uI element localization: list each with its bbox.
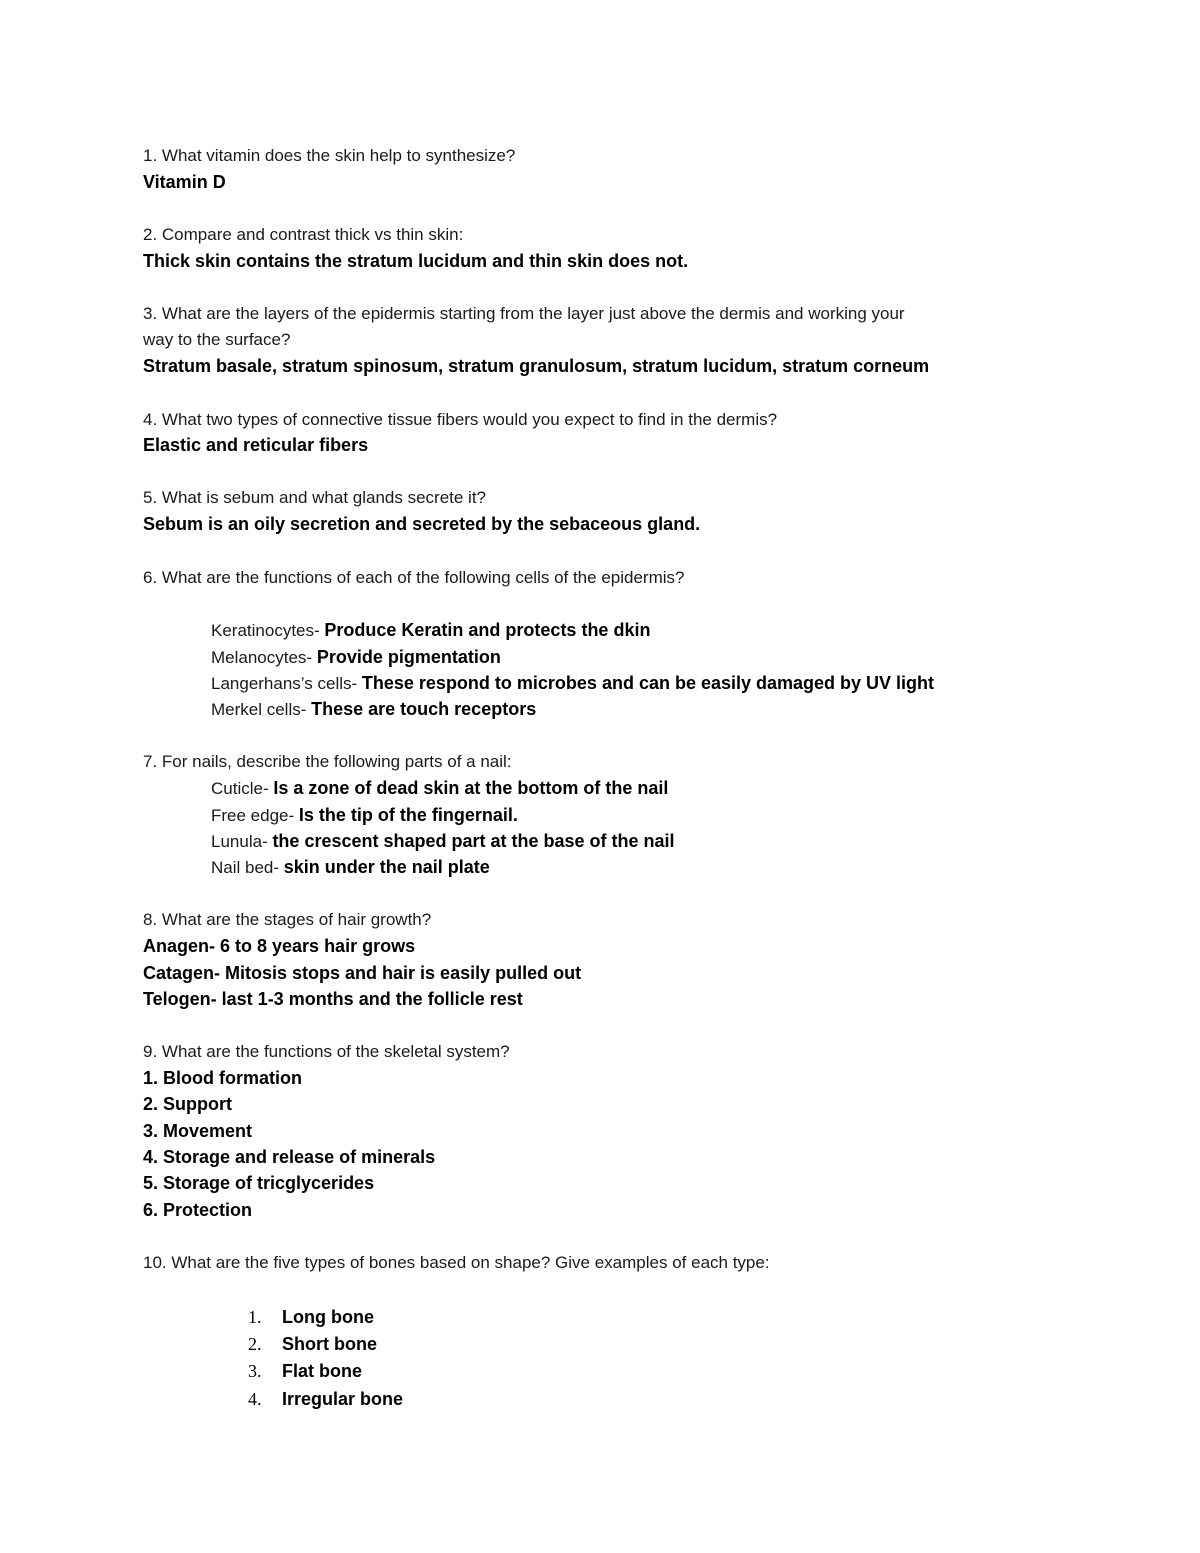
- nail-part-label: Nail bed-: [211, 858, 284, 877]
- nail-part-label: Cuticle-: [211, 779, 274, 798]
- cell-label: Keratinocytes-: [211, 621, 325, 640]
- question-4: 4. What two types of connective tissue fibers would you expect to find in the dermis?: [143, 410, 778, 429]
- hair-stage-answer: Catagen- Mitosis stops and hair is easily pulled out: [143, 963, 582, 983]
- question-1: 1. What vitamin does the skin help to synthesize?: [143, 146, 516, 165]
- bone-type-number: 2.: [248, 1334, 262, 1354]
- nail-part-answer: Is a zone of dead skin at the bottom of the nail: [273, 778, 669, 798]
- answer-2: Thick skin contains the stratum lucidum and thin skin does not.: [143, 251, 689, 271]
- nail-part-answer: the crescent shaped part at the base of the nail: [272, 831, 675, 851]
- question-3-line-2: way to the surface?: [143, 330, 291, 349]
- answer-1: Vitamin D: [143, 172, 226, 192]
- bone-type-answer: Short bone: [282, 1334, 377, 1354]
- nail-part-answer: Is the tip of the fingernail.: [298, 805, 518, 825]
- nail-part-item: [211, 776, 668, 801]
- answer-3: Stratum basale, stratum spinosum, stratum granulosum, stratum lucidum, stratum corneum: [143, 356, 930, 376]
- bone-type-answer: Flat bone: [282, 1361, 362, 1381]
- nail-part-item: [211, 803, 518, 828]
- question-6: 6. What are the functions of each of the following cells of the epidermis?: [143, 568, 685, 587]
- nail-part-label: Lunula-: [211, 832, 273, 851]
- nail-part-item: [211, 855, 490, 880]
- nail-part-item: [211, 829, 675, 854]
- bone-type-number: 1.: [248, 1307, 262, 1327]
- question-9: 9. What are the functions of the skeletal system?: [143, 1042, 510, 1061]
- skeletal-function-answer: 3. Movement: [143, 1121, 253, 1141]
- question-3-line-1: 3. What are the layers of the epidermis starting from the layer just above the dermis and working your: [143, 304, 905, 323]
- cell-label: Melanocytes-: [211, 648, 317, 667]
- bone-type-answer: Irregular bone: [282, 1389, 404, 1409]
- answer-5: Sebum is an oily secretion and secreted by the sebaceous gland.: [143, 514, 701, 534]
- hair-stage-answer: Anagen- 6 to 8 years hair grows: [143, 936, 416, 956]
- skeletal-function-answer: 6. Protection: [143, 1200, 253, 1220]
- cell-function-item: [211, 671, 934, 696]
- cell-label: Langerhans’s cells-: [211, 674, 362, 693]
- nail-part-label: Free edge-: [211, 806, 299, 825]
- bone-type-number: 4.: [248, 1389, 262, 1409]
- question-7: 7. For nails, describe the following parts of a nail:: [143, 752, 512, 771]
- question-5: 5. What is sebum and what glands secrete it?: [143, 488, 487, 507]
- cell-answer: Produce Keratin and protects the dkin: [324, 620, 651, 640]
- skeletal-function-answer: 2. Support: [143, 1094, 232, 1114]
- answer-4: Elastic and reticular fibers: [143, 435, 369, 455]
- cell-answer: Provide pigmentation: [316, 647, 501, 667]
- skeletal-function-answer: 5. Storage of tricglycerides: [143, 1173, 375, 1193]
- question-8: 8. What are the stages of hair growth?: [143, 910, 432, 929]
- cell-function-item: [211, 697, 536, 722]
- cell-answer: These respond to microbes and can be easily damaged by UV light: [361, 673, 935, 693]
- cell-function-item: [211, 645, 501, 670]
- question-10: 10. What are the five types of bones based on shape? Give examples of each type:: [143, 1253, 770, 1272]
- cell-label: Merkel cells-: [211, 700, 312, 719]
- skeletal-function-answer: 1. Blood formation: [143, 1068, 302, 1088]
- skeletal-function-answer: 4. Storage and release of minerals: [143, 1147, 436, 1167]
- bone-type-number: 3.: [248, 1361, 262, 1381]
- cell-function-item: [211, 618, 650, 643]
- question-2: 2. Compare and contrast thick vs thin skin:: [143, 225, 464, 244]
- hair-stage-answer: Telogen- last 1-3 months and the follicle rest: [143, 989, 523, 1009]
- bone-type-answer: Long bone: [282, 1307, 374, 1327]
- cell-answer: These are touch receptors: [311, 699, 537, 719]
- nail-part-answer: skin under the nail plate: [283, 857, 490, 877]
